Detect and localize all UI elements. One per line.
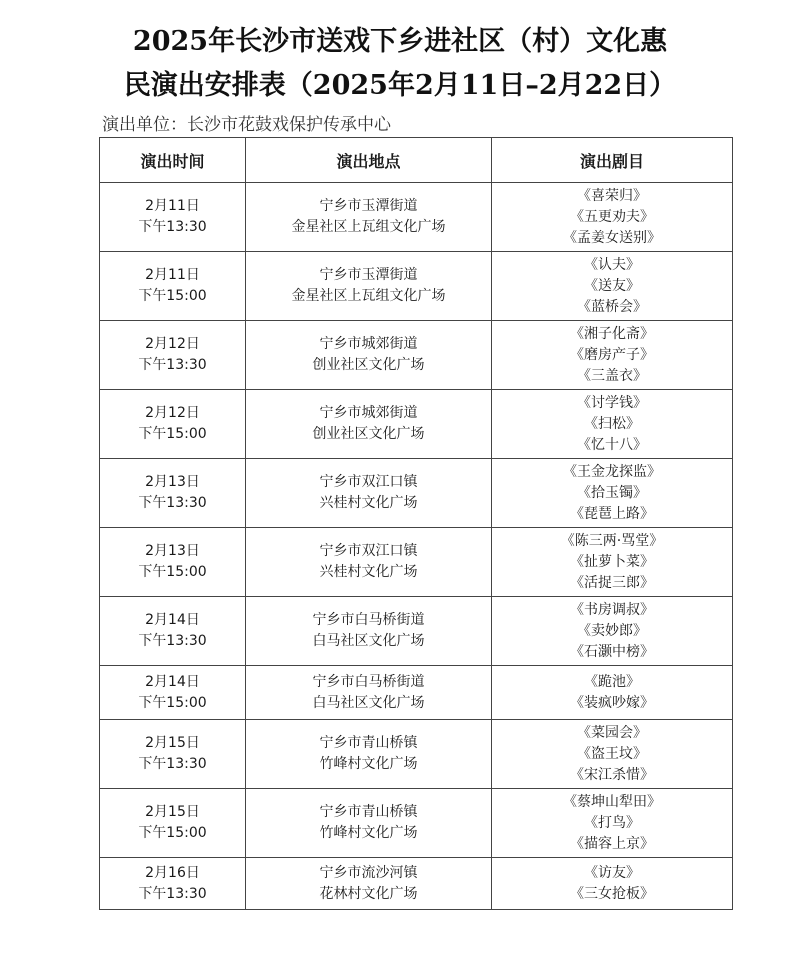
header-location: 演出地点 bbox=[246, 138, 492, 183]
program-title: 《拾玉镯》 bbox=[577, 484, 647, 501]
performance-time: 下午13:30 bbox=[138, 885, 207, 902]
cell-time bbox=[100, 459, 246, 528]
program-title: 《孟姜女送别》 bbox=[563, 229, 661, 246]
table-row bbox=[100, 528, 733, 597]
title-line-1: 2025年长沙市送戏下乡进社区（村）文化惠 bbox=[132, 26, 668, 57]
location-district: 宁乡市双江口镇 bbox=[319, 543, 418, 559]
program-title: 《蓝桥会》 bbox=[577, 298, 647, 315]
location-district: 宁乡市双江口镇 bbox=[319, 474, 418, 490]
cell-location bbox=[246, 183, 492, 252]
performance-date: 2月12日 bbox=[145, 405, 200, 421]
table-row bbox=[100, 666, 733, 720]
program-title: 《盗王坟》 bbox=[577, 745, 647, 762]
program-title: 《菜园会》 bbox=[577, 724, 647, 741]
cell-time bbox=[100, 528, 246, 597]
program-title: 《五更劝夫》 bbox=[570, 208, 654, 225]
location-venue: 创业社区文化广场 bbox=[312, 357, 425, 373]
program-title: 《三盖衣》 bbox=[577, 367, 647, 384]
table-row bbox=[100, 789, 733, 858]
performance-time: 下午13:30 bbox=[138, 756, 207, 772]
performance-date: 2月15日 bbox=[145, 804, 200, 820]
performance-date: 2月13日 bbox=[145, 543, 200, 559]
location-venue: 竹峰村文化广场 bbox=[319, 825, 418, 841]
location-district: 宁乡市玉潭街道 bbox=[319, 198, 418, 214]
cell-time bbox=[100, 666, 246, 720]
program-title: 《讨学钱》 bbox=[577, 394, 647, 411]
program-title: 《卖妙郎》 bbox=[577, 622, 647, 639]
cell-time bbox=[100, 597, 246, 666]
cell-program bbox=[492, 252, 733, 321]
header-row bbox=[100, 138, 733, 183]
location-district: 宁乡市青山桥镇 bbox=[319, 804, 418, 820]
cell-program bbox=[492, 858, 733, 910]
cell-location bbox=[246, 321, 492, 390]
cell-time bbox=[100, 720, 246, 789]
cell-location bbox=[246, 390, 492, 459]
program-title: 《跪池》 bbox=[584, 673, 640, 690]
program-title: 《访友》 bbox=[584, 864, 640, 881]
table-row bbox=[100, 858, 733, 910]
cell-time bbox=[100, 183, 246, 252]
cell-time bbox=[100, 789, 246, 858]
program-title: 《琵琶上路》 bbox=[570, 505, 654, 522]
location-district: 宁乡市白马桥街道 bbox=[312, 612, 425, 628]
performance-time: 下午13:30 bbox=[138, 219, 207, 235]
cell-program bbox=[492, 321, 733, 390]
cell-location bbox=[246, 720, 492, 789]
cell-program bbox=[492, 666, 733, 720]
performance-time: 下午15:00 bbox=[138, 288, 207, 304]
performance-time: 下午13:30 bbox=[138, 633, 207, 649]
location-district: 宁乡市青山桥镇 bbox=[319, 735, 418, 751]
location-venue: 白马社区文化广场 bbox=[312, 694, 425, 711]
title-line-2: 民演出安排表（2025年2月11日–2月22日） bbox=[123, 70, 677, 101]
table-row bbox=[100, 321, 733, 390]
cell-program bbox=[492, 390, 733, 459]
cell-location bbox=[246, 252, 492, 321]
cell-time bbox=[100, 390, 246, 459]
program-title: 《装疯吵嫁》 bbox=[570, 694, 654, 711]
location-district: 宁乡市城郊街道 bbox=[319, 405, 418, 421]
location-venue: 白马社区文化广场 bbox=[312, 633, 425, 649]
performance-date: 2月14日 bbox=[145, 612, 200, 628]
table-row bbox=[100, 390, 733, 459]
location-venue: 金星社区上瓦组文化广场 bbox=[291, 288, 446, 304]
table-row bbox=[100, 252, 733, 321]
table-row bbox=[100, 720, 733, 789]
program-title: 《扯萝卜菜》 bbox=[570, 553, 654, 570]
table-row bbox=[100, 597, 733, 666]
cell-program bbox=[492, 597, 733, 666]
performance-date: 2月13日 bbox=[145, 474, 200, 490]
performance-time: 下午13:30 bbox=[138, 495, 207, 511]
program-title: 《湘子化斋》 bbox=[570, 325, 654, 342]
location-district: 宁乡市流沙河镇 bbox=[319, 864, 418, 881]
program-title: 《三女抢板》 bbox=[570, 885, 654, 902]
location-district: 宁乡市白马桥街道 bbox=[312, 673, 425, 690]
performing-unit-label: 演出单位：长沙市花鼓戏保护传承中心 bbox=[102, 115, 391, 135]
performance-date: 2月11日 bbox=[145, 267, 200, 283]
performance-time: 下午15:00 bbox=[138, 564, 207, 580]
program-title: 《蔡坤山犁田》 bbox=[563, 793, 661, 810]
performance-date: 2月11日 bbox=[145, 198, 200, 214]
page-title bbox=[60, 20, 740, 108]
performance-date: 2月16日 bbox=[145, 864, 200, 881]
program-title: 《石灏中榜》 bbox=[570, 643, 654, 660]
performance-time: 下午13:30 bbox=[138, 357, 207, 373]
header-program: 演出剧目 bbox=[492, 138, 733, 183]
program-title: 《认夫》 bbox=[584, 256, 640, 273]
program-title: 《陈三两·骂堂》 bbox=[560, 532, 664, 549]
location-district: 宁乡市玉潭街道 bbox=[319, 267, 418, 283]
performance-date: 2月14日 bbox=[145, 673, 200, 690]
program-title: 《书房调叔》 bbox=[570, 601, 654, 618]
cell-time bbox=[100, 252, 246, 321]
performance-time: 下午15:00 bbox=[138, 694, 207, 711]
cell-location bbox=[246, 858, 492, 910]
program-title: 《活捉三郎》 bbox=[570, 574, 654, 591]
cell-program bbox=[492, 183, 733, 252]
cell-program bbox=[492, 459, 733, 528]
performance-time: 下午15:00 bbox=[138, 426, 207, 442]
table-row bbox=[100, 459, 733, 528]
cell-location bbox=[246, 666, 492, 720]
table-header bbox=[100, 138, 733, 183]
location-venue: 创业社区文化广场 bbox=[312, 426, 425, 442]
location-venue: 兴桂村文化广场 bbox=[319, 564, 418, 580]
performance-date: 2月15日 bbox=[145, 735, 200, 751]
cell-location bbox=[246, 459, 492, 528]
cell-time bbox=[100, 321, 246, 390]
program-title: 《磨房产子》 bbox=[570, 346, 654, 363]
program-title: 《喜荣归》 bbox=[577, 187, 647, 204]
cell-time bbox=[100, 858, 246, 910]
location-venue: 竹峰村文化广场 bbox=[319, 756, 418, 772]
header-time: 演出时间 bbox=[100, 138, 246, 183]
performance-date: 2月12日 bbox=[145, 336, 200, 352]
location-venue: 花林村文化广场 bbox=[319, 885, 418, 902]
cell-location bbox=[246, 528, 492, 597]
program-title: 《宋江杀惜》 bbox=[570, 766, 654, 783]
table-body bbox=[100, 183, 733, 910]
cell-program bbox=[492, 789, 733, 858]
program-title: 《忆十八》 bbox=[577, 436, 647, 453]
schedule-table bbox=[99, 137, 733, 910]
location-venue: 兴桂村文化广场 bbox=[319, 495, 418, 511]
program-title: 《扫松》 bbox=[584, 415, 640, 432]
program-title: 《描容上京》 bbox=[570, 835, 654, 852]
table-row bbox=[100, 183, 733, 252]
location-venue: 金星社区上瓦组文化广场 bbox=[291, 219, 446, 235]
program-title: 《王金龙探监》 bbox=[563, 463, 661, 480]
location-district: 宁乡市城郊街道 bbox=[319, 336, 418, 352]
performance-time: 下午15:00 bbox=[138, 825, 207, 841]
program-title: 《送友》 bbox=[584, 277, 640, 294]
cell-location bbox=[246, 597, 492, 666]
cell-program bbox=[492, 720, 733, 789]
cell-program bbox=[492, 528, 733, 597]
cell-location bbox=[246, 789, 492, 858]
program-title: 《打鸟》 bbox=[584, 814, 640, 831]
